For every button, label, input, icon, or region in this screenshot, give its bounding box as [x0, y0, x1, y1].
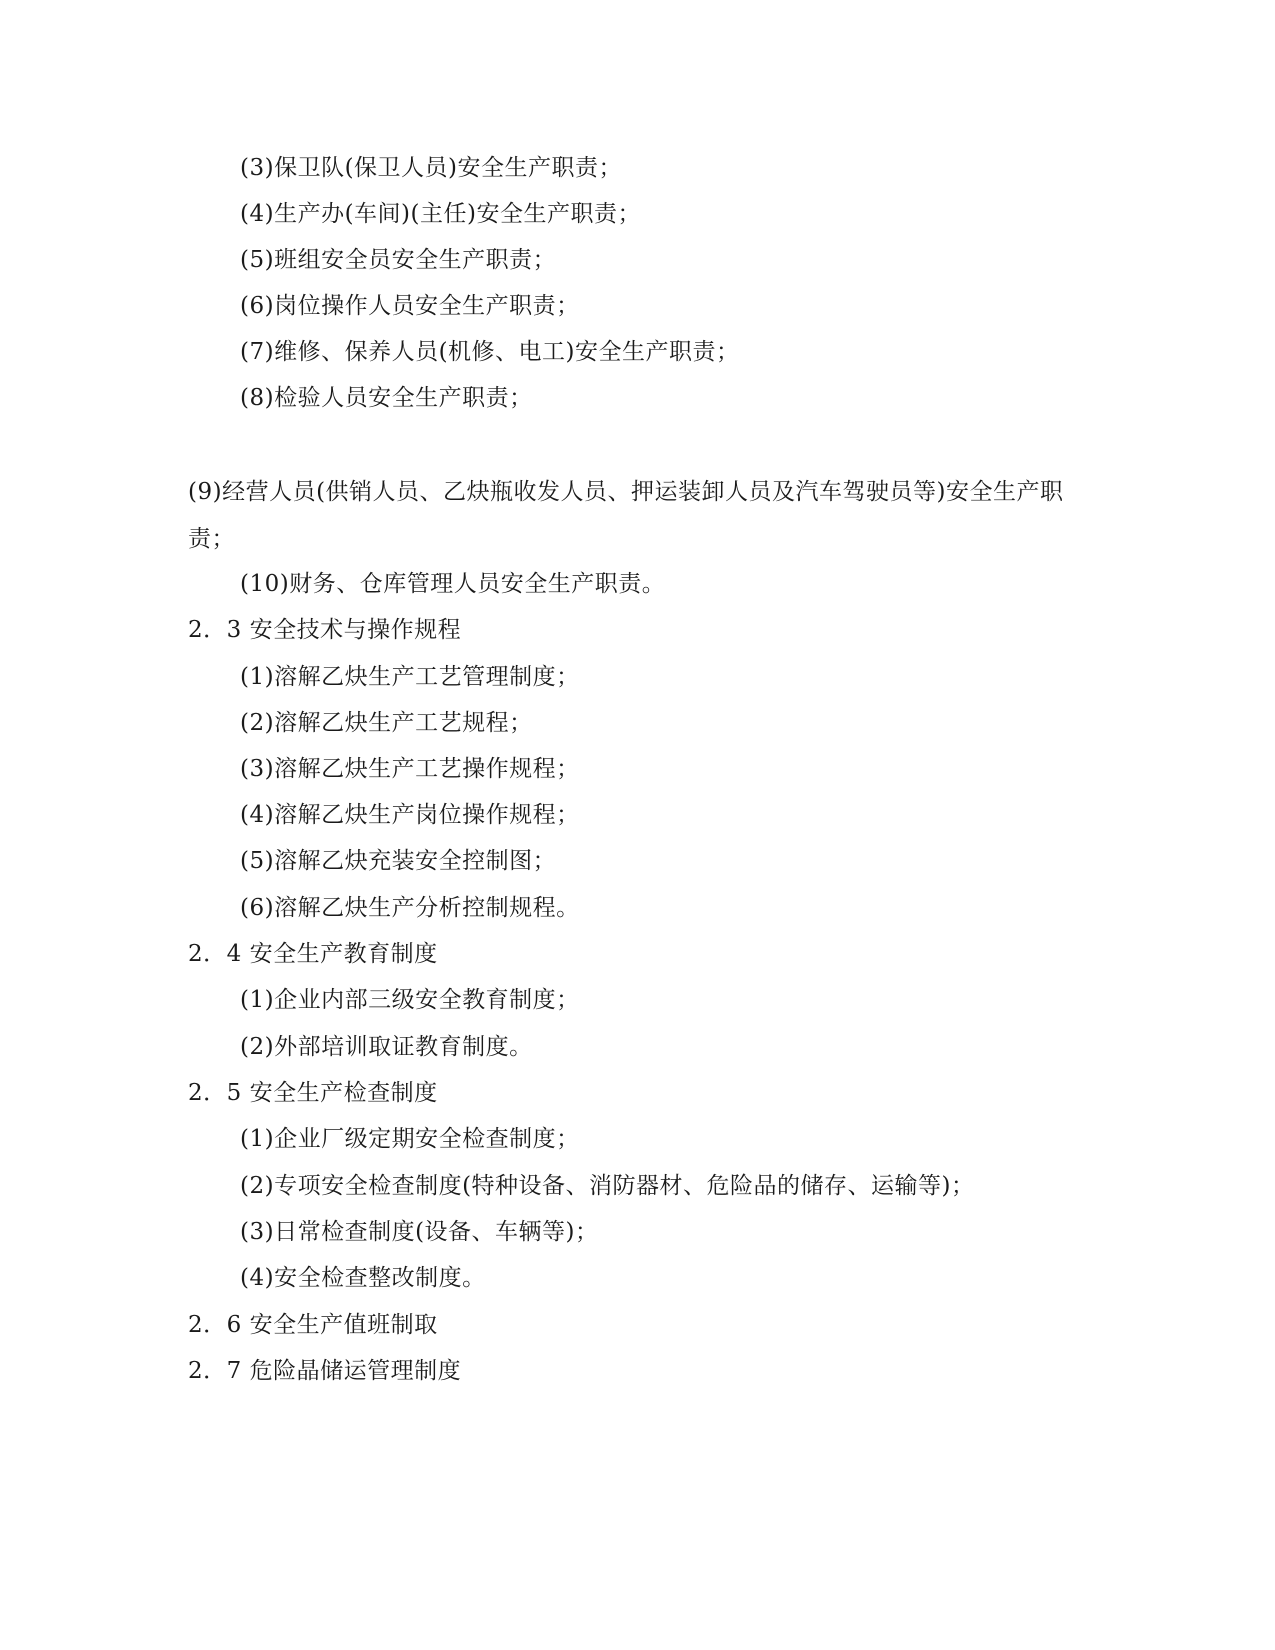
list-item: (6)岗位操作人员安全生产职责；: [240, 293, 580, 319]
section-heading: 2．5 安全生产检查制度: [188, 1080, 438, 1106]
list-item: (2)专项安全检查制度(特种设备、消防器材、危险品的储存、运输等)；: [240, 1173, 975, 1199]
list-item: (4)生产办(车间)(主任)安全生产职责；: [240, 201, 641, 227]
list-item: (3)溶解乙炔生产工艺操作规程；: [240, 756, 580, 782]
list-item: (6)溶解乙炔生产分析控制规程。: [240, 895, 580, 921]
list-item: (5)溶解乙炔充装安全控制图；: [240, 848, 557, 874]
section-heading: 2．4 安全生产教育制度: [188, 941, 438, 967]
list-item: (8)检验人员安全生产职责；: [240, 385, 533, 411]
list-item: (1)企业厂级定期安全检查制度；: [240, 1126, 580, 1152]
list-item: (4)溶解乙炔生产岗位操作规程；: [240, 802, 580, 828]
list-item-wrapped: (9)经营人员(供销人员、乙炔瓶收发人员、押运装卸人员及汽车驾驶员等)安全生产职责；: [188, 479, 1064, 552]
list-item: (10)财务、仓库管理人员安全生产职责。: [240, 571, 666, 597]
section-heading: 2．7 危险晶储运管理制度: [188, 1358, 462, 1384]
list-item: (2)溶解乙炔生产工艺规程；: [240, 710, 533, 736]
list-item: (2)外部培训取证教育制度。: [240, 1034, 533, 1060]
section-heading: 2．3 安全技术与操作规程: [188, 617, 462, 643]
list-item: (5)班组安全员安全生产职责；: [240, 247, 557, 273]
section-heading: 2．6 安全生产值班制取: [188, 1312, 438, 1338]
list-item: (1)企业内部三级安全教育制度；: [240, 987, 580, 1013]
list-item: (4)安全检查整改制度。: [240, 1265, 486, 1291]
list-item: (7)维修、保养人员(机修、电工)安全生产职责；: [240, 339, 740, 365]
list-item: (3)日常检查制度(设备、车辆等)；: [240, 1219, 599, 1245]
list-item: (3)保卫队(保卫人员)安全生产职责；: [240, 155, 623, 181]
list-item: (1)溶解乙炔生产工艺管理制度；: [240, 664, 580, 690]
